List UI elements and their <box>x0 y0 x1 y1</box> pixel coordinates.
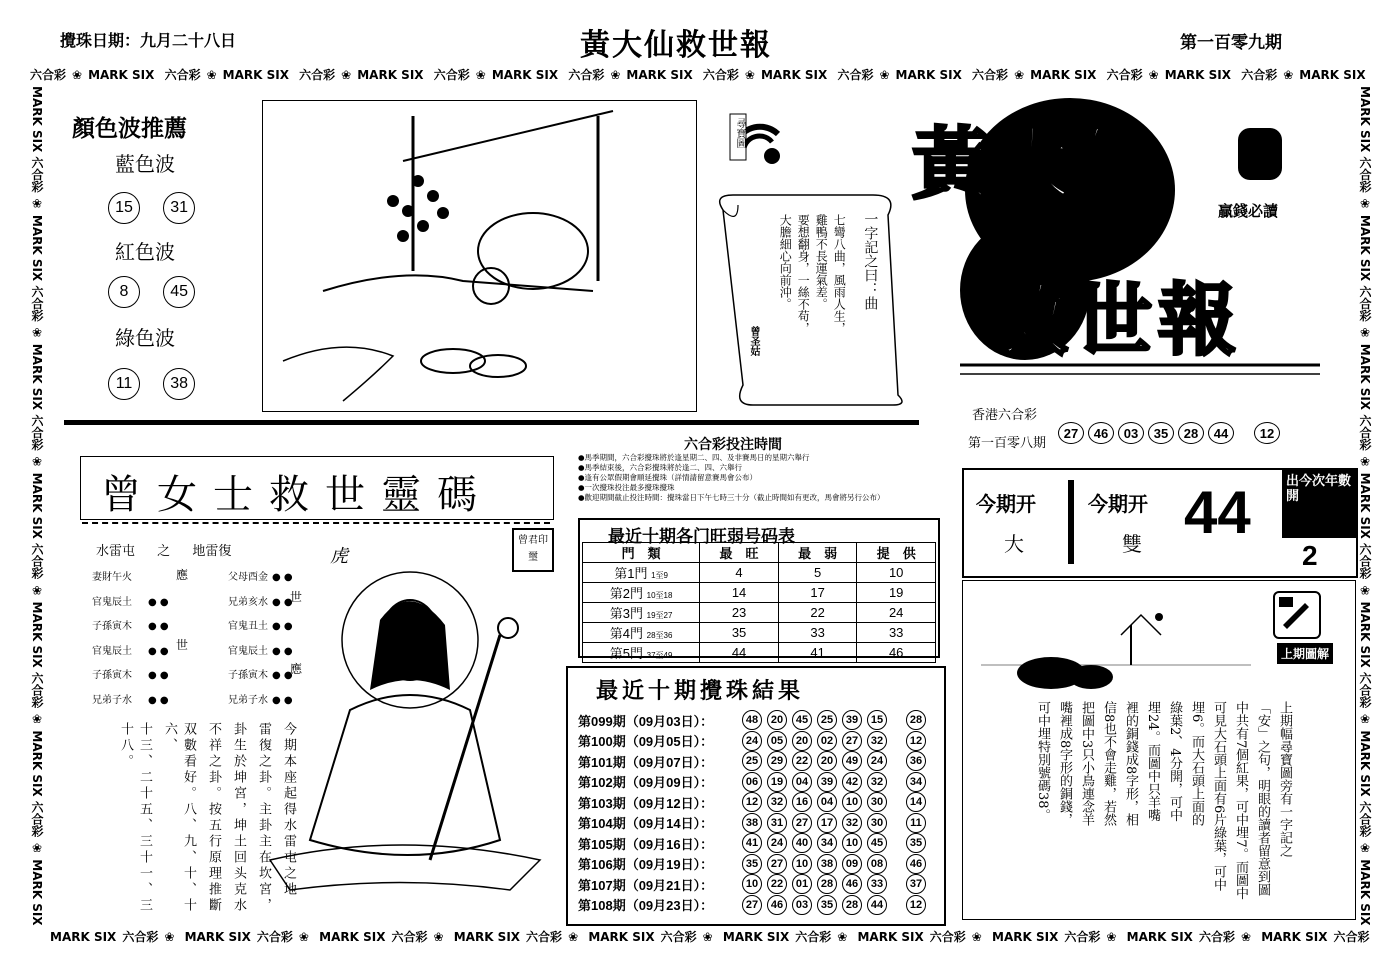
draw-date: 攪珠日期：九月二十八日 <box>60 31 237 50</box>
gua-right: 父母酉金 兄弟亥水 官鬼丑土 官鬼辰土 子孫寅木 兄弟子水 <box>228 572 268 706</box>
red-wave-nums <box>108 276 195 308</box>
c1-value: 大 <box>1004 532 1024 556</box>
side-number: 2 <box>1302 540 1318 571</box>
table-row: 第5門 37至49 44 41 46 <box>583 643 936 663</box>
current-issue-box <box>962 468 1358 578</box>
big-number: 44 <box>1184 479 1251 546</box>
result-row: 第107期（09月21日）： 10 22 01 28 46 33 37 <box>578 874 940 895</box>
green-num-1: 11 <box>108 368 140 400</box>
color-wave-title: 顏色波推薦 <box>72 115 187 142</box>
gua-poem: 今期本座起得水雷屯之地 雷復之卦。主卦主在坎宮， 卦生於坤宮，坤土回头克水 不祥之卦。按五行原理推斷 双數看好。八、九、十、十六、 十三、二十五、三十一、三十八。 <box>118 722 296 914</box>
hk-num-4: 35 <box>1148 422 1174 444</box>
blue-num-1: 15 <box>108 192 140 224</box>
result-row: 第104期（09月14日）： 38 31 27 17 32 30 11 <box>578 813 940 834</box>
seal-stamp: 曾君印璽 <box>512 528 554 572</box>
c-divider <box>1068 480 1074 564</box>
result-row: 第100期（09月05日）： 24 05 20 02 27 32 12 <box>578 731 940 752</box>
blue-num-2: 31 <box>163 192 195 224</box>
hk-num-1: 27 <box>1058 422 1084 444</box>
result-row: 第108期（09月23日）： 27 46 03 35 28 44 12 <box>578 895 940 916</box>
green-wave-nums <box>108 368 195 400</box>
results-box <box>566 666 946 926</box>
goddess-illustration <box>250 540 550 920</box>
top-border-strip: 六合彩 ❀ MARK SIX 六合彩 ❀ MARK SIX 六合彩 ❀ MARK SIX 六合彩 ❀ MARK SIX 六合彩 ❀ MARK SIX 六合彩 ❀ MARK SIX 六合彩 ❀ MARK SIX 六合彩 ❀ MARK SIX 六合彩 ❀ MARK SIX 六合彩 ❀ MARK SIX <box>30 68 1366 82</box>
betting-title: 六合彩投注時間 <box>684 437 782 453</box>
door-table-title: 最近十期各门旺弱号码表 <box>608 527 795 547</box>
hk-numbers <box>1058 422 1280 444</box>
gua-right-marks: ● ● ● ● ● ● ● ● ● ● ● ● <box>272 572 293 706</box>
poem-heading: 一字記之曰：曲 <box>862 212 879 310</box>
table-row: 第1門 1至9 4 5 10 <box>583 563 936 583</box>
result-row: 第106期（09月19日）： 35 27 10 38 09 08 46 <box>578 854 940 875</box>
side-black <box>1282 470 1356 538</box>
door-table-box <box>578 518 940 661</box>
red-wave-label: 紅色波 <box>115 240 175 264</box>
gua-left: 妻財午火 官鬼辰土 子孫寅木 官鬼辰土 子孫寅木 兄弟子水 <box>92 572 132 706</box>
betting-lines: ●馬季期間，六合彩攪珠將於逢星期二、四、及非賽馬日的星期六舉行 ●馬季結束後，六合彩攪珠將於逢二、四、六舉行 ●逢有公眾假期會順延攪珠（詳情請留意賽馬會公布） ●一次攪珠投注最多攪珠攪珠 ●歡迎期間截止投注時間：攪珠當日下午七時三十分（截止時間如有更改，馬會將另行公布） <box>578 453 885 502</box>
goats-illustration <box>981 595 1251 705</box>
result-row: 第102期（09月09日）： 06 19 04 39 42 32 34 <box>578 772 940 793</box>
poem-line-4: 大膽細心向前沖。 <box>778 214 793 310</box>
bottom-border-strip: MARK SIX 六合彩 ❀ MARK SIX 六合彩 ❀ MARK SIX 六合彩 ❀ MARK SIX 六合彩 ❀ MARK SIX 六合彩 ❀ MARK SIX 六合彩 ❀ MARK SIX 六合彩 ❀ MARK SIX 六合彩 ❀ MARK SIX 六合彩 ❀ MARK SIX 六合彩 <box>50 930 1370 944</box>
result-row: 第103期（09月12日）： 12 32 16 04 10 30 14 <box>578 792 940 813</box>
poem-line-3: 要想翻身，一絲不苟， <box>796 214 811 334</box>
gua-tag-ying-2: 應 <box>290 662 303 676</box>
gua-tag-ying-1: 應 <box>176 568 189 582</box>
red-num-2: 45 <box>163 276 195 308</box>
last-diagram-box <box>962 580 1356 920</box>
c2-title: 今期开 <box>1088 492 1148 516</box>
treasure-map-icon <box>728 104 784 166</box>
page-title: 黃大仙救世報 <box>580 28 772 63</box>
lingma-dashes <box>82 522 550 524</box>
gua-tag-shi-1: 世 <box>176 638 189 652</box>
last-diagram-badge: 上期圖解 <box>1277 643 1333 664</box>
pencil-icon <box>1273 591 1321 639</box>
hk-num-6: 44 <box>1208 422 1234 444</box>
monkey-illustration <box>263 101 696 411</box>
green-wave-label: 綠色波 <box>115 326 175 350</box>
treasure-map-label: 尋寶圖 <box>734 118 745 148</box>
hk-label-1: 香港六合彩 <box>972 408 1038 423</box>
table-row: 第3門 19至27 23 22 24 <box>583 603 936 623</box>
last-diagram-text: 上期幅尋寶圖旁有一字記之 「安」之句，明眼的讀者留意到圖 中共有7個紅果，可中埋7。而圖中 可見大石頭上面有6片綠葉，可中 埋6。而大石頭上面的 綠葉2、4分開，可中 埋24。而圖中只羊嘴 裡的銅錢成8字形，相 信8也不會走雞，若然 把圖中3只小鳥連念羊 嘴裡成8字形的銅錢， 可中埋特別號碼38。 <box>1035 701 1292 900</box>
poem-author: 曾圣姑 <box>748 326 759 356</box>
money-bag-icon <box>1238 128 1282 180</box>
blue-wave-label: 藍色波 <box>115 152 175 176</box>
lingma-title: 曾女士救世靈碼 <box>101 472 493 518</box>
tiger-char: 虎 <box>330 546 348 567</box>
result-row: 第105期（09月16日）： 41 24 40 34 10 45 35 <box>578 833 940 854</box>
hk-label-2: 第一百零八期 <box>968 436 1047 451</box>
logo-tagline: 贏錢必讀 <box>1218 202 1279 220</box>
c1-title: 今期开 <box>976 492 1036 516</box>
logo-line-2: 救世報 <box>990 275 1243 366</box>
hk-num-2: 46 <box>1088 422 1114 444</box>
green-num-2: 38 <box>163 368 195 400</box>
gua-head: 水雷屯 之 地雷復 <box>96 544 232 559</box>
blue-wave-nums <box>108 192 195 224</box>
c2-value: 雙 <box>1122 532 1142 556</box>
gua-left-marks: ● ● ● ● ● ● ● ● ● ● <box>148 596 169 706</box>
results-list <box>578 710 940 915</box>
door-table: 門 類 最 旺 最 弱 提 供 第1門 1至9 4 5 10 第2門 10至18 14 17 19 第3門 19至27 23 22 24 第4門 28至36 35 33 33 第5門 37至49 44 41 46 <box>582 542 936 663</box>
lingma-title-box <box>80 456 554 520</box>
results-title: 最近十期攪珠結果 <box>596 678 805 704</box>
hk-special: 12 <box>1254 422 1280 444</box>
treasure-picture <box>262 100 697 412</box>
right-border-strip: MARK SIX 六合彩 ❀ MARK SIX 六合彩 ❀ MARK SIX 六合彩 ❀ MARK SIX 六合彩 ❀ MARK SIX 六合彩 ❀ MARK SIX 六合彩 ❀ MARK SIX <box>1358 86 1372 926</box>
newspaper-logo <box>900 80 1340 390</box>
side-text: 出今次年數開 <box>1286 474 1352 504</box>
poem-scroll <box>708 190 918 410</box>
result-row: 第099期（09月03日）： 48 20 45 25 39 15 28 <box>578 710 940 731</box>
poem-line-2: 雞鴨不長運氣差。 <box>814 214 829 310</box>
table-row: 第4門 28至36 35 33 33 <box>583 623 936 643</box>
logo-line-1: 黃大仙 <box>912 119 1159 210</box>
result-row: 第101期（09月07日）： 25 29 22 20 49 24 36 <box>578 751 940 772</box>
red-num-1: 8 <box>108 276 140 308</box>
left-border-strip: MARK SIX 六合彩 ❀ MARK SIX 六合彩 ❀ MARK SIX 六合彩 ❀ MARK SIX 六合彩 ❀ MARK SIX 六合彩 ❀ MARK SIX 六合彩 ❀ MARK SIX <box>30 86 44 926</box>
hk-num-5: 28 <box>1178 422 1204 444</box>
hk-num-3: 03 <box>1118 422 1144 444</box>
section-divider <box>64 420 919 425</box>
issue-number: 第一百零九期 <box>1180 33 1282 53</box>
gua-tag-shi-2: 世 <box>290 590 303 604</box>
poem-line-1: 七彎八曲，風雨人生， <box>832 214 847 334</box>
table-row: 第2門 10至18 14 17 19 <box>583 583 936 603</box>
